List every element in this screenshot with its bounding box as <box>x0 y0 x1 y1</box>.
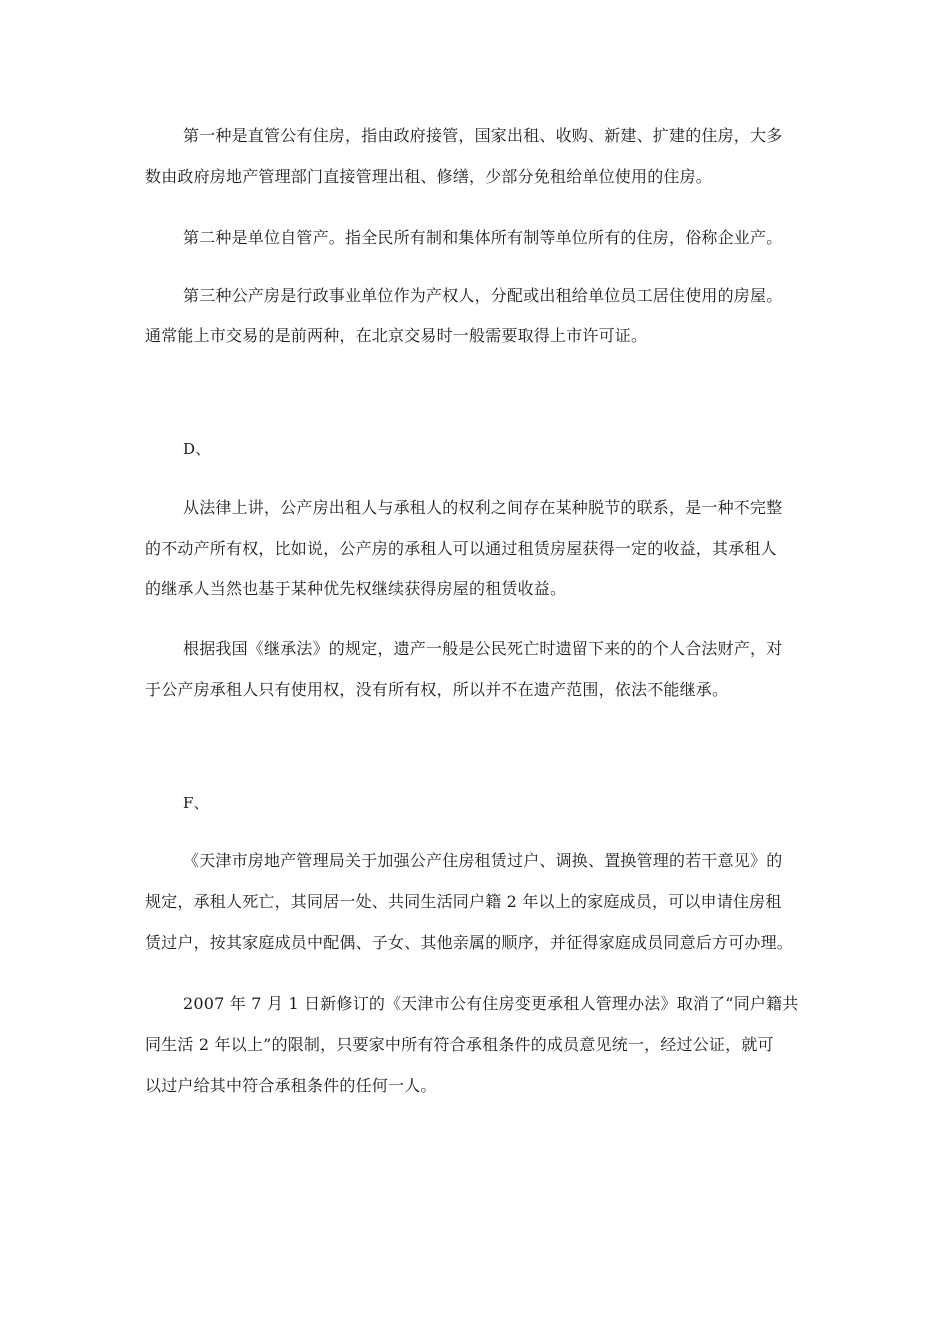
paragraph-line: 的不动产所有权，比如说，公产房的承租人可以通过租赁房屋获得一定的收益，其承租人 <box>145 539 777 558</box>
paragraph-line: 通常能上市交易的是前两种，在北京交易时一般需要取得上市许可证。 <box>145 326 648 345</box>
paragraph-line: 《天津市房地产管理局关于加强公产住房租赁过户、调换、置换管理的若干意见》的 <box>183 851 783 870</box>
paragraph-line: 第三种公产房是行政事业单位作为产权人，分配或出租给单位员工居住使用的房屋。 <box>183 286 783 305</box>
section-heading: D、 <box>183 440 211 458</box>
paragraph-line: 以过户给其中符合承租条件的任何一人。 <box>145 1076 437 1095</box>
paragraph-line: 规定，承租人死亡，其同居一处、共同生活同户籍 2 年以上的家庭成员，可以申请住房租 <box>145 892 782 911</box>
paragraph-line: 的继承人当然也基于某种优先权继续获得房屋的租赁收益。 <box>145 579 567 598</box>
paragraph-line: 第一种是直管公有住房，指由政府接管，国家出租、收购、新建、扩建的住房，大多 <box>183 126 783 145</box>
paragraph-line: 2007 年 7 月 1 日新修订的《天津市公有住房变更承租人管理办法》取消了“同户籍共 <box>183 994 799 1013</box>
paragraph-line: 从法律上讲，公产房出租人与承租人的权利之间存在某种脱节的联系，是一种不完整 <box>183 498 783 517</box>
paragraph-line: 第二种是单位自管产。指全民所有制和集体所有制等单位所有的住房，俗称企业产。 <box>183 228 783 247</box>
paragraph-line: 于公产房承租人只有使用权，没有所有权，所以并不在遗产范围，依法不能继承。 <box>145 680 729 699</box>
paragraph-line: 数由政府房地产管理部门直接管理出租、修缮，少部分免租给单位使用的住房。 <box>145 167 713 186</box>
section-heading: F、 <box>183 794 209 812</box>
paragraph-line: 赁过户，按其家庭成员中配偶、子女、其他亲属的顺序，并征得家庭成员同意后方可办理。 <box>145 933 794 952</box>
paragraph-line: 同生活 2 年以上”的限制，只要家中所有符合承租条件的成员意见统一，经过公证，就可 <box>145 1035 774 1054</box>
paragraph-line: 根据我国《继承法》的规定，遗产一般是公民死亡时遗留下来的的个人合法财产，对 <box>183 639 783 658</box>
